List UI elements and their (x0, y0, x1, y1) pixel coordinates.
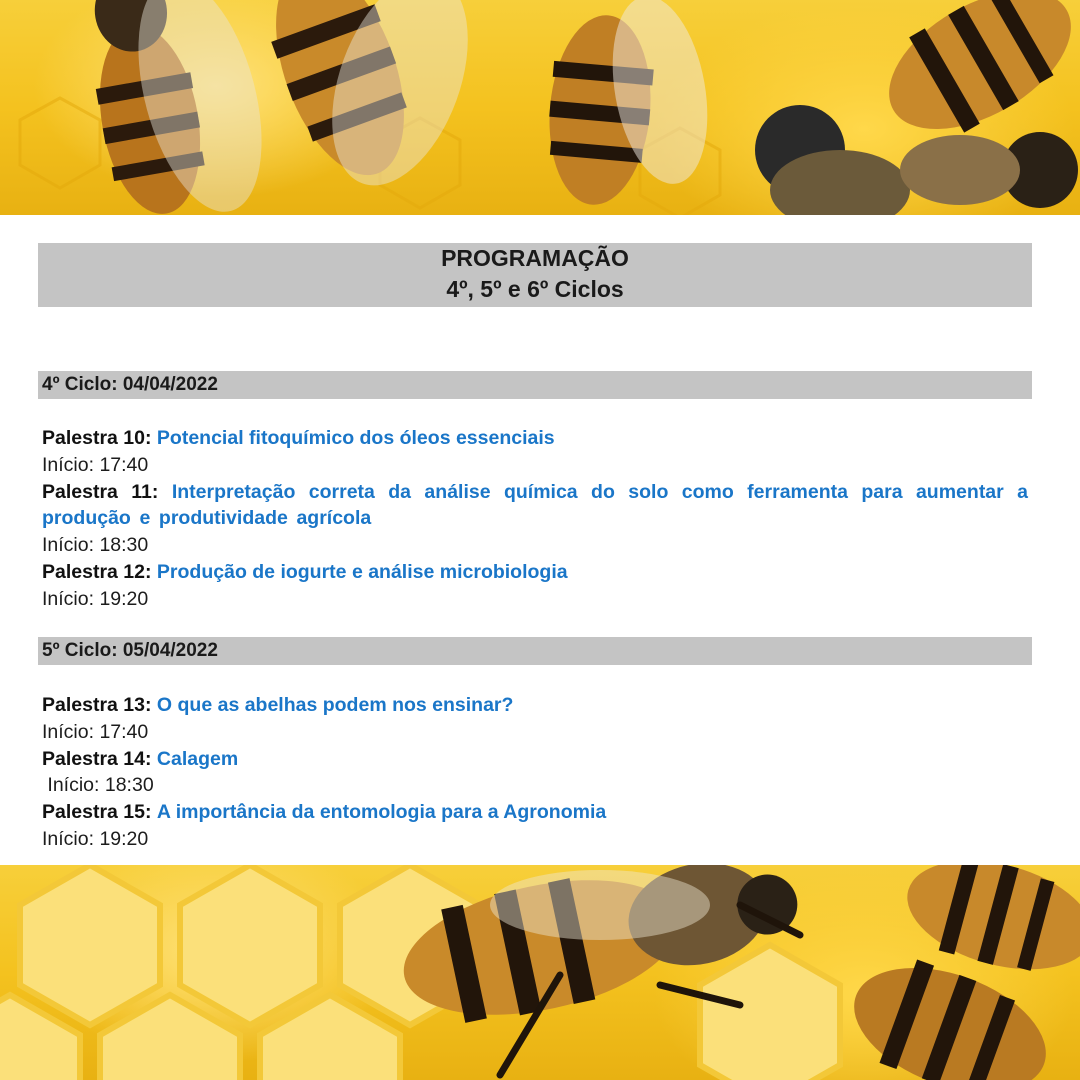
cycle-heading-4: 4º Ciclo: 04/04/2022 (38, 371, 1032, 399)
talk-start-time: Início: 18:30 (42, 774, 154, 797)
talk-start-time: Início: 17:40 (42, 453, 149, 476)
talk-label: Palestra 11: (42, 480, 159, 503)
talk-title: Interpretação correta da análise química do solo como ferramenta para aumentar a produção e produtividade agrícola (42, 480, 1028, 530)
header-bee-photo (0, 0, 1080, 215)
talk-line (42, 425, 1028, 452)
talk-title: A importância da entomologia para a Agronomia (156, 801, 607, 824)
talk-label: Palestra 10: (42, 427, 152, 449)
talk-start-time: Início: 18:30 (42, 534, 149, 557)
talk-title: Calagem (156, 747, 239, 770)
talk-line (42, 559, 1028, 586)
talk-title: Produção de iogurte e análise microbiologia (156, 560, 568, 583)
talk-start-time: Início: 19:20 (42, 587, 149, 610)
page-subtitle: 4º, 5º e 6º Ciclos (446, 276, 624, 302)
program-content (0, 215, 1080, 865)
honeycomb-bee-illustration (0, 865, 1080, 1080)
cycle-heading-5: 5º Ciclo: 05/04/2022 (38, 637, 1032, 665)
program-title-bar (38, 243, 1032, 307)
talk-line (42, 799, 1028, 826)
talk-start-time: Início: 19:20 (42, 827, 149, 850)
cycle-5-talk-list (42, 692, 1028, 853)
talk-label: Palestra 12: (42, 560, 152, 583)
talk-line (42, 479, 1028, 533)
talk-title: Potencial fitoquímico dos óleos essenciais (156, 427, 555, 449)
bee-illustration (0, 0, 1080, 215)
talk-start-time: Início: 17:40 (42, 720, 149, 743)
talk-label: Palestra 14: (42, 747, 152, 770)
footer-honeycomb-photo (0, 865, 1080, 1080)
talk-label: Palestra 15: (42, 801, 152, 824)
cycle-4-talk-list (42, 425, 1028, 613)
talk-line (42, 692, 1028, 719)
talk-title: O que as abelhas podem nos ensinar? (156, 694, 514, 716)
talk-line (42, 746, 1028, 773)
page-title: PROGRAMAÇÃO (441, 245, 629, 271)
talk-label: Palestra 13: (42, 694, 152, 716)
